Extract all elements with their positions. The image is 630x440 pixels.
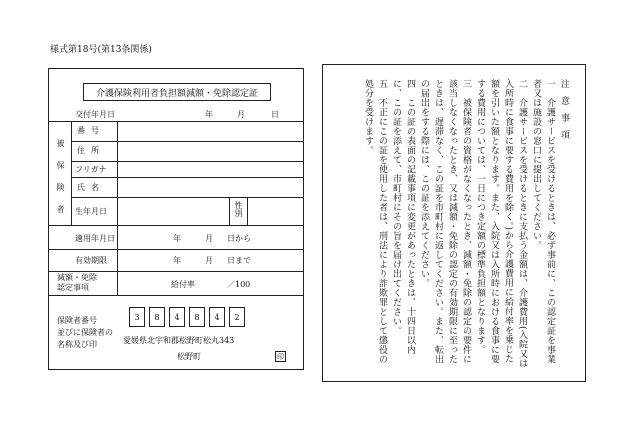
insurer-digit: 4 [209,307,225,327]
insurer-digit: 8 [189,307,205,327]
insurer-name: 松野町 [177,352,201,361]
grid-line [229,197,230,225]
grid-line [71,161,303,162]
certificate-title: 介護保険利用者負担額減額・免除認定証 [83,83,271,101]
grid-line [117,271,118,295]
sex-label: 性別 [234,201,243,217]
notes-text [361,79,571,369]
expiry-label: 有効期限 [75,256,107,265]
insurer-digit: 4 [169,307,185,327]
address-label: 住所 [77,146,105,155]
issue-year-label: 年 [205,110,213,119]
expiry-suffix: 日まで [227,256,251,265]
certificate-card [48,68,304,370]
insurer-label-line1: 保険者番号 [57,316,97,325]
note-item: 二 介護サービスを受けるときに支払う金額は、介護費用(入院又は入所時に食事に要する費用を除く。)から介護費用に給付率を乗じた額を引いた額となります。また、入院又は入所時における食事に要する費用については、一日につき定額の標準負担額となります。 [475,79,527,369]
grid-line [49,225,303,226]
issue-day-label: 日 [271,110,279,119]
applicable-suffix: 日から [227,234,251,243]
grid-line [71,197,303,198]
benefit-rate-label: 給付率 [171,280,195,289]
furigana-label: フリガナ [75,165,107,174]
seal-mark: 印 [277,352,284,361]
insurer-label-line2: 並びに保険者の [57,328,113,337]
applicable-date-label: 適用年月日 [75,234,115,243]
notes-panel [322,64,586,382]
insurer-address: 愛媛県北宇和郡松野町松丸343 [123,336,235,345]
reduction-label-line1: 減額・免除 [57,273,97,282]
note-item: 三 被保険者の資格がなくなったとき、減額・免除の認定の要件に該当しなくなったとき、又は減額・免除の認定の有効期限に至ったときは、遅滞なく、この証を市町村に返してください。また、転出の届出をする際には、この証を添えてください。 [419,79,471,364]
expiry-year: 年 [173,256,181,265]
issue-date-label: 交付年月日 [75,110,115,119]
applicable-month: 月 [205,234,213,243]
birthdate-label: 生年月日 [75,207,107,216]
insured-section-label: 被保険者 [56,139,65,227]
expiry-month: 月 [205,256,213,265]
notes-heading: 注意事項 [559,79,569,147]
insurer-digit: 3 [129,307,145,327]
number-label: 番号 [77,126,105,135]
note-item: 一 介護サービスを受けるときは、必ず事前に、この認定証を事業者又は施設の窓口に提出してください。 [531,79,555,364]
reduction-label-line2: 認定事項 [57,283,89,292]
grid-line [117,121,118,271]
grid-line [71,141,303,142]
grid-line [49,121,303,122]
note-item: 五 不正にこの証を使用した者は、刑法により詐欺罪として懲役の処分を受けます。 [363,79,387,364]
grid-line [247,197,248,225]
grid-line [49,295,303,296]
note-item: 四 この証の表面の記載事項に変更があったときは、十四日以内に、この証を添えて、市町村にその旨を届け出てください。 [391,79,415,355]
insurer-label-line3: 名称及び印 [57,340,97,349]
name-label: 氏名 [77,183,105,192]
grid-line [71,121,72,225]
issue-month-label: 月 [237,110,245,119]
applicable-year: 年 [173,234,181,243]
grid-line [49,249,303,250]
benefit-rate-value: ／100 [227,280,251,289]
insurer-digit: 8 [149,307,165,327]
form-number: 様式第18号(第13条関係) [50,45,152,55]
grid-line [71,177,303,178]
insurer-digit: 2 [229,307,245,327]
